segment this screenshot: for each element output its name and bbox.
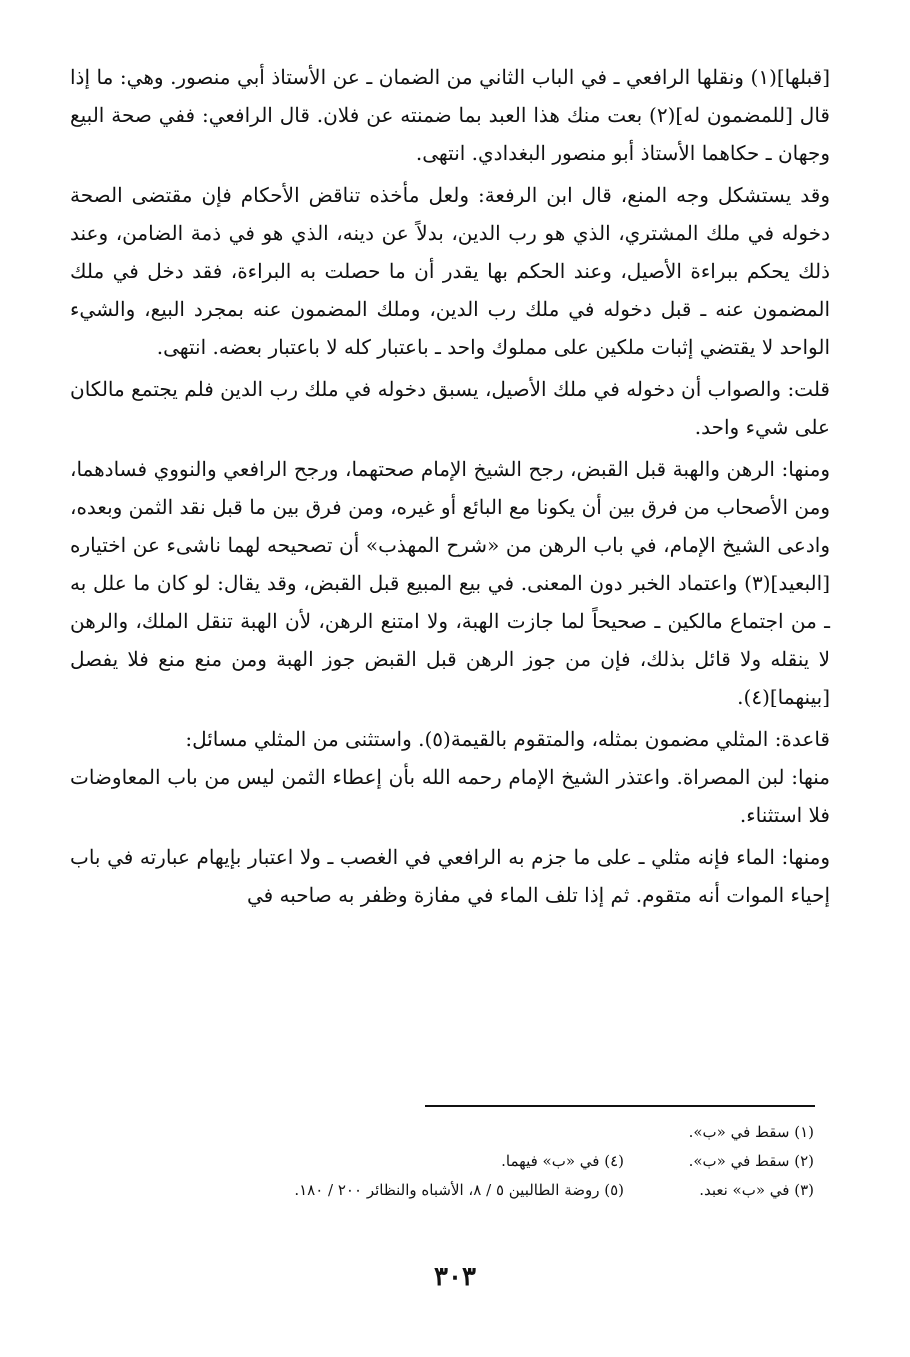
footnote-row bbox=[154, 1147, 814, 1176]
footnote-row bbox=[154, 1176, 814, 1205]
paragraph-6: منها: لبن المصراة. واعتذر الشيخ الإمام رحمه الله بأن إعطاء الثمن ليس من باب المعاوضات فلا استثناء. bbox=[70, 765, 830, 827]
footnote-divider bbox=[425, 1105, 815, 1107]
footnote-1: (١) سقط في «ب». bbox=[688, 1123, 814, 1141]
footnote-4: (٤) في «ب» فيهما. bbox=[501, 1152, 624, 1170]
footnote-2: (٢) سقط في «ب». bbox=[688, 1152, 814, 1170]
main-text bbox=[70, 58, 830, 914]
rule-heading: قاعدة: المثلي مضمون بمثله، والمتقوم بالقيمة(٥). واستثنى من المثلي مسائل: bbox=[185, 727, 830, 751]
footnote-row bbox=[154, 1118, 814, 1147]
footnotes bbox=[154, 1118, 814, 1205]
paragraph-3: قلت: والصواب أن دخوله في ملك الأصيل، يسبق دخوله في ملك رب الدين فلم يجتمع مالكان على شيء واحد. bbox=[70, 377, 830, 439]
paragraph-1: [قبلها](١) ونقلها الرافعي ـ في الباب الثاني من الضمان ـ عن الأستاذ أبي منصور. وهي: ما إذا قال [للمضمون له](٢) بعت منك هذا العبد بما ضمنته عن فلان. قال الرافعي: ففي صحة البيع وجهان ـ حكاهما الأستاذ أبو منصور البغدادي. انتهى. bbox=[70, 65, 830, 165]
paragraph-4: ومنها: الرهن والهبة قبل القبض، رجح الشيخ الإمام صحتهما، ورجح الرافعي والنووي فسادهما، ومن الأصحاب من فرق بين أن يكونا مع البائع أو غيره، ومن فرق بين ما قبل نقد الثمن وبعده، وادعى الشيخ الإمام، في باب الرهن من «شرح المهذب» أن تصحيحه لهما ناشىء عن اختياره [البعيد](٣) واعتماد الخبر دون المعنى. في بيع المبيع قبل القبض، وقد يقال: لو كان ما علل به ـ من اجتماع مالكين ـ صحيحاً لما جازت الهبة، ولا امتنع الرهن، لأن الهبة تنقل الملك، والرهن لا ينقله ولا قائل بذلك، فإن من جوز الرهن قبل القبض جوز الهبة ومن منع منع فلا يفصل [بينهما](٤). bbox=[70, 457, 830, 709]
footnote-3: (٣) في «ب» نعبد. bbox=[699, 1181, 814, 1199]
page-number: ٣٠٣ bbox=[434, 1262, 476, 1292]
paragraph-2: وقد يستشكل وجه المنع، قال ابن الرفعة: ولعل مأخذه تناقض الأحكام فإن مقتضى الصحة دخوله في ملك المشتري، الذي هو رب الدين، بدلاً عن دينه، الذي هو في ذمة الضامن، وعند ذلك يحكم ببراءة الأصيل، وعند الحكم بها يقدر أن ما حصلت به البراءة، فقد دخل في ملك المضمون عنه ـ قبل دخوله في ملك رب الدين، وملك المضمون عنه بمجرد البيع، والشيء الواحد لا يقتضي إثبات ملكين على مملوك واحد ـ باعتبار كله لا باعتبار بعضه. انتهى. bbox=[70, 183, 830, 359]
paragraph-7: ومنها: الماء فإنه مثلي ـ على ما جزم به الرافعي في الغصب ـ ولا اعتبار بإيهام عبارته في باب إحياء الموات أنه متقوم. ثم إذا تلف الماء في مفازة وظفر به صاحبه في bbox=[70, 845, 830, 907]
footnote-5: (٥) روضة الطالبين ٥ / ٨، الأشباه والنظائر ٢٠٠ / ١٨٠. bbox=[294, 1181, 624, 1199]
